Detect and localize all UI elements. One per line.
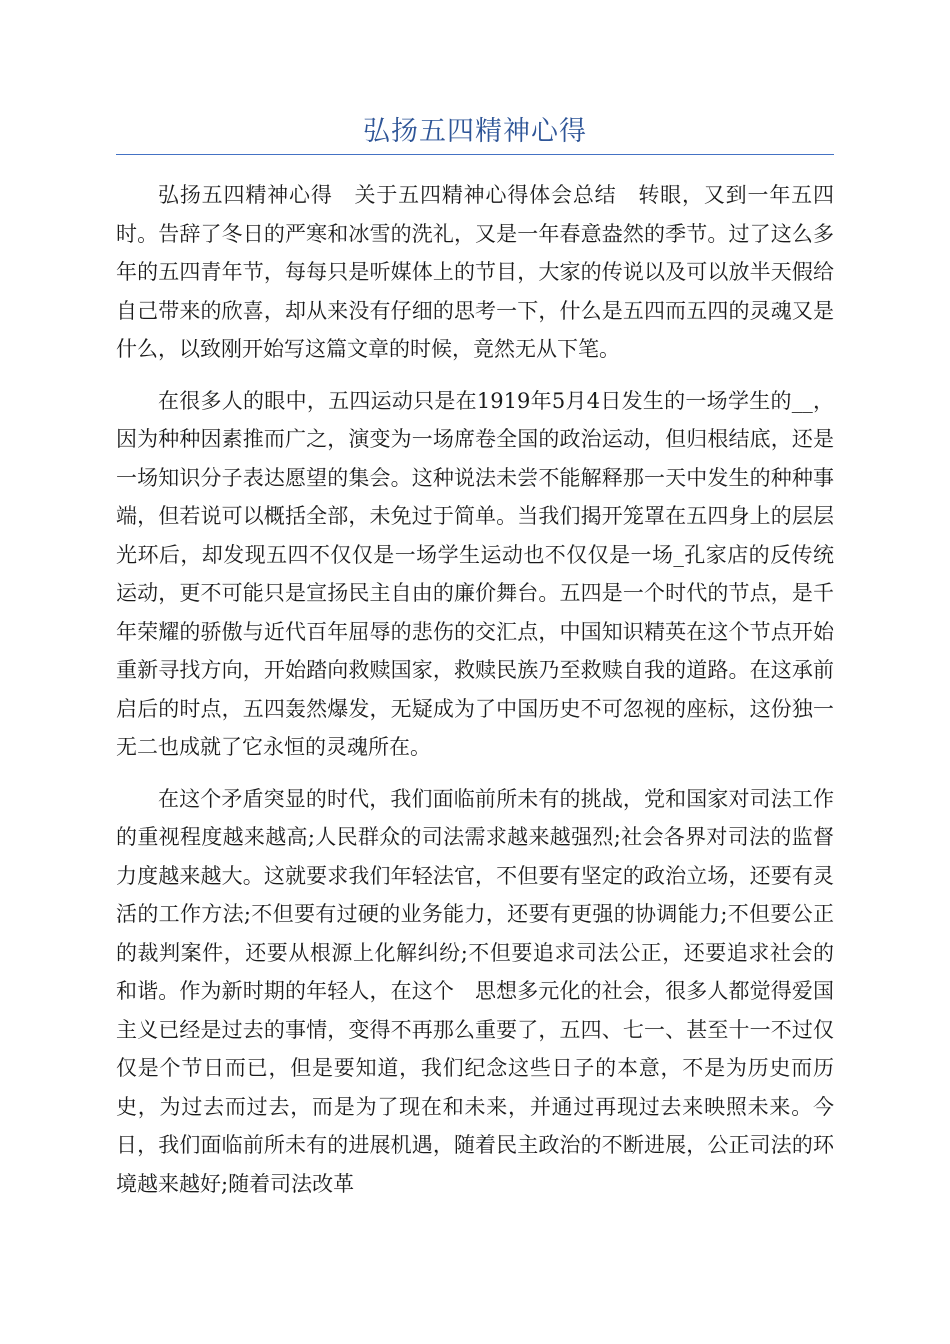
paragraph: 在很多人的眼中，五四运动只是在1919年5月4日发生的一场学生的__，因为种种因素推而广之，演变为一场席卷全国的政治运动，但归根结底，还是一场知识分子表达愿望的集会。这种说法未尝不能解释那一天中发生的种种事端，但若说可以概括全部，未免过于简单。当我们揭开笼罩在五四身上的层层光环后，却发现五四不仅仅是一场学生运动也不仅仅是一场_孔家店的反传统运动，更不可能只是宣扬民主自由的廉价舞台。五四是一个时代的节点，是千年荣耀的骄傲与近代百年屈辱的悲伤的交汇点，中国知识精英在这个节点开始重新寻找方向，开始踏向救赎国家，救赎民族乃至救赎自我的道路。在这承前启后的时点，五四轰然爆发，无疑成为了中国历史不可忽视的座标，这份独一无二也成就了它永恒的灵魂所在。 [116,388,834,759]
paragraph: 在这个矛盾突显的时代，我们面临前所未有的挑战，党和国家对司法工作的重视程度越来越高;人民群众的司法需求越来越强烈;社会各界对司法的监督力度越来越大。这就要求我们年轻法官，不但要有坚定的政治立场，还要有灵活的工作方法;不但要有过硬的业务能力，还要有更强的协调能力;不但要公正的裁判案件，还要从根源上化解纠纷;不但要追求司法公正，还要追求社会的和谐。作为新时期的年轻人，在这个 思想多元化的社会，很多人都觉得爱国主义已经是过去的事情，变得不再那么重要了，五四、七一、甚至十一不过仅仅是个节日而已，但是要知道，我们纪念这些日子的本意，不是为历史而历史，为过去而过去，而是为了现在和未来，并通过再现过去来映照未来。今日，我们面临前所未有的进展机遇，随着民主政治的不断进展，公正司法的环境越来越好;随着司法改革 [116,786,834,1196]
paragraph: 弘扬五四精神心得 关于五四精神心得体会总结 转眼，又到一年五四时。告辞了冬日的严寒和冰雪的洗礼，又是一年春意盎然的季节。过了这么多年的五四青年节，每每只是听媒体上的节目，大家的传说以及可以放半天假给自己带来的欣喜，却从来没有仔细的思考一下，什么是五四而五四的灵魂又是什么，以致刚开始写这篇文章的时候，竟然无从下笔。 [116,183,834,361]
document-title: 弘扬五四精神心得 [363,116,587,147]
document-body [116,176,834,1216]
title-underline [116,154,834,155]
